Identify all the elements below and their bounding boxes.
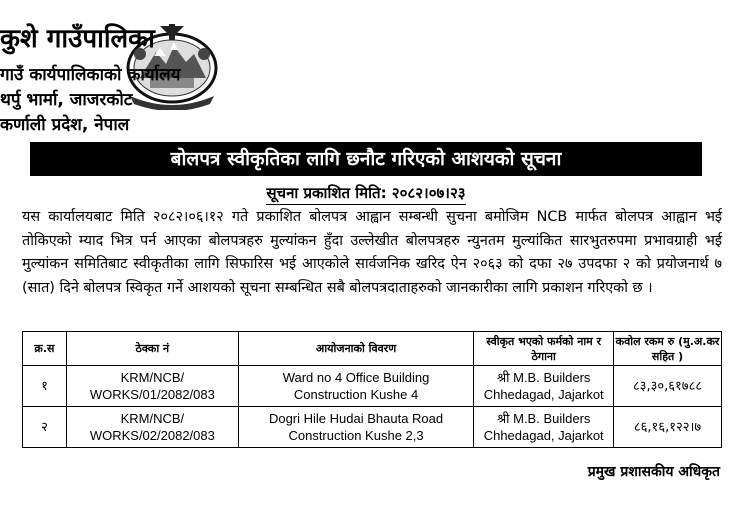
- office-name: गाउँ कार्यपालिकाको कार्यालय: [0, 65, 181, 85]
- contracts-table: [22, 331, 722, 448]
- publication-date: [0, 182, 732, 205]
- table-row: [23, 366, 722, 407]
- row-contract-no: [66, 407, 238, 448]
- row-firm: [474, 366, 614, 407]
- contract-line1: KRM/NCB/: [120, 370, 185, 385]
- municipality-title: कुशे गाउँपालिका: [0, 24, 155, 54]
- signature: प्रमुख प्रशासकीय अधिकृत: [587, 464, 720, 480]
- contract-line1: KRM/NCB/: [120, 411, 185, 426]
- project-line2: Construction Kushe 2,3: [288, 428, 424, 443]
- row-project: [238, 366, 474, 407]
- firm-line1: श्री M.B. Builders: [496, 370, 591, 385]
- project-line2: Construction Kushe 4: [293, 387, 419, 402]
- publication-date-text: सूचना प्रकाशित मिति: २०८२।०७।२३: [266, 182, 465, 205]
- notice-body: यस कार्यालयबाट मिति २०८२।०६।१२ गते प्रकाशित बोलपत्र आह्वान सम्बन्धी सुचना बमोजिम NCB मार्फत बोलपत्र आह्वान भई तोकिएको म्याद भित्र पर्न आएका बोलपत्रहरु मुल्यांकन हुँदा उल्लेखीत बोलपत्रहरु न्युनतम मुल्यांकित सारभुतरुपमा प्रभावग्राही भई मुल्यांकन समितिबाट स्वीकृतीका लागि सिफारिस भई आएकोले सार्वजनिक खरिद ऐन २०६३ को दफा २७ उपदफा २ को प्रयोजनार्थ ७ (सात) दिने बोलपत्र स्विकृत गर्ने आशयको सूचना सम्बन्धित सबै बोलपत्रदाताहरुको जानकारीका लागि प्रकाशन गरिएको छ ।: [22, 209, 722, 296]
- row-firm: [474, 407, 614, 448]
- row-amount: ८३,३०,६१७८८: [614, 366, 722, 407]
- firm-line2: Chhedagad, Jajarkot: [483, 387, 604, 402]
- table-row: [23, 407, 722, 448]
- office-address: थर्पु भार्मा, जाजरकोट: [0, 90, 133, 110]
- province-name: कर्णाली प्रदेश, नेपाल: [0, 115, 130, 135]
- firm-line2: Chhedagad, Jajarkot: [483, 428, 604, 443]
- contract-line2: WORKS/02/2082/083: [89, 428, 215, 443]
- row-sn: २: [23, 407, 67, 448]
- firm-line1: श्री M.B. Builders: [496, 411, 591, 426]
- row-contract-no: [66, 366, 238, 407]
- header-project: आयोजनाको विवरण: [238, 332, 474, 366]
- contract-line2: WORKS/01/2082/083: [89, 387, 215, 402]
- project-line1: Dogri Hile Hudai Bhauta Road: [268, 411, 444, 426]
- header-firm: स्वीकृत भएको फर्मको नाम र ठेगाना: [474, 332, 614, 366]
- header-contract-no: ठेक्का नं: [66, 332, 238, 366]
- header-sn: क्र.स: [23, 332, 67, 366]
- row-amount: ८६,१६,१२२।७: [614, 407, 722, 448]
- row-sn: १: [23, 366, 67, 407]
- project-line1: Ward no 4 Office Building: [282, 370, 430, 385]
- table-header-row: [23, 332, 722, 366]
- notice-banner: बोलपत्र स्वीकृतिका लागि छनौट गरिएको आशयको सूचना: [30, 142, 702, 176]
- header-amount: कवोल रकम रु (मु.अ.कर सहित ): [614, 332, 722, 366]
- row-project: [238, 407, 474, 448]
